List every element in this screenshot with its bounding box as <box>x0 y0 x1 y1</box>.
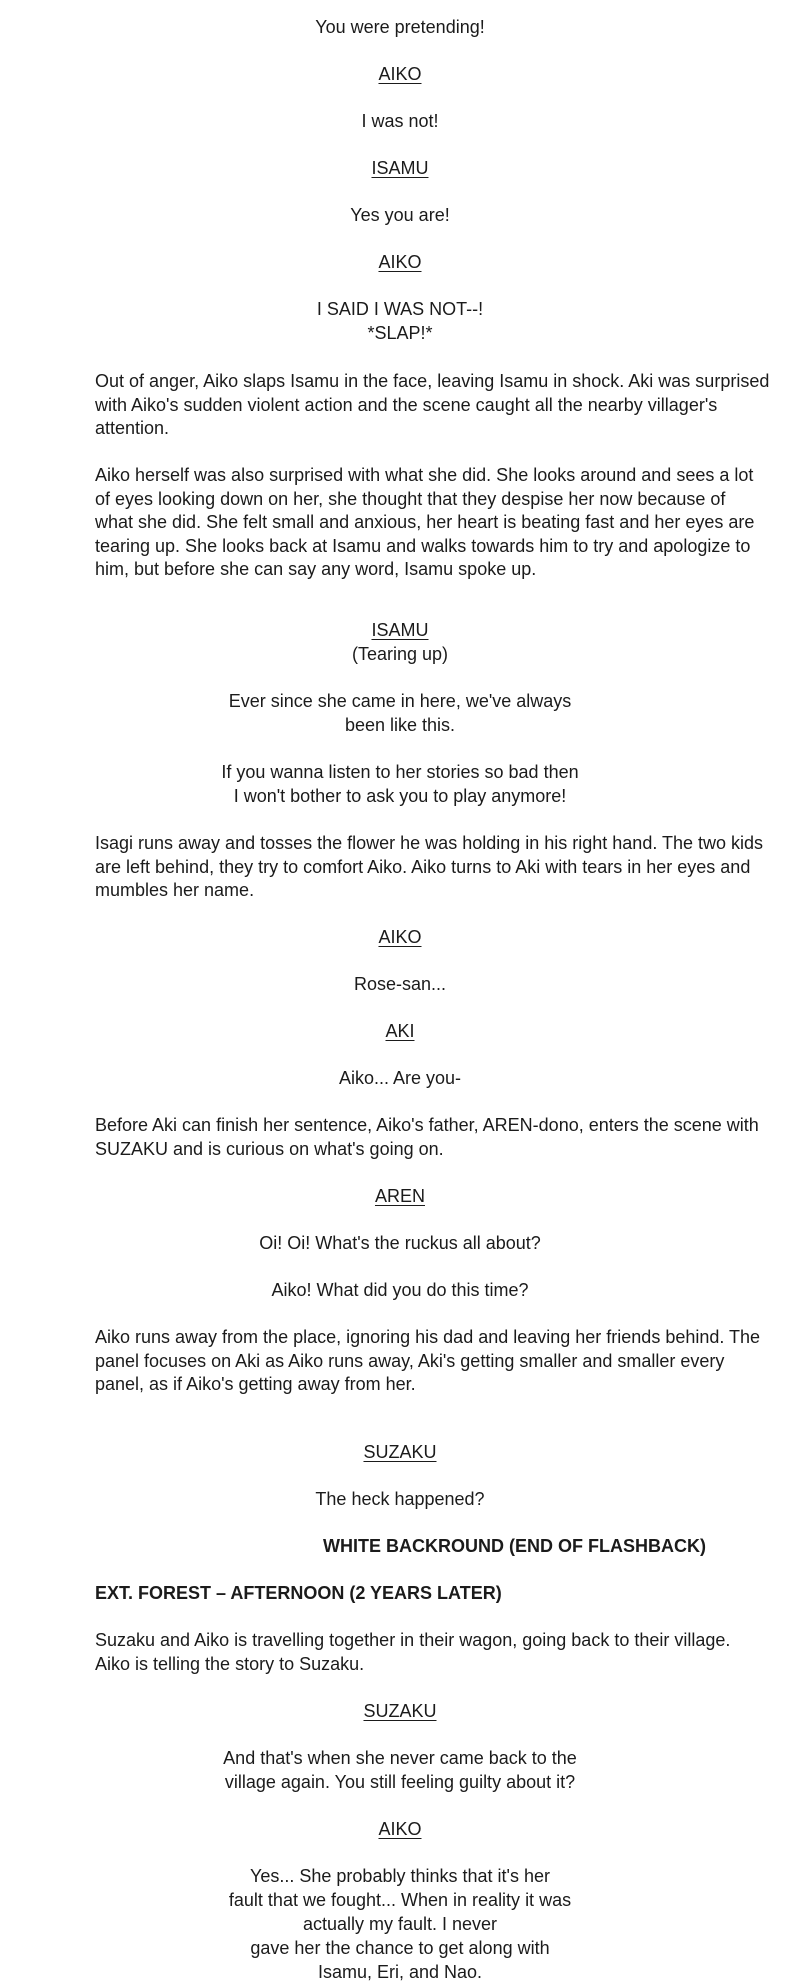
dialogue-line: Yes... She probably thinks that it's her <box>250 1866 550 1886</box>
dialogue-line: gave her the chance to get along with <box>250 1938 550 1958</box>
character-cue: ISAMU <box>371 158 429 178</box>
character-cue: AKI <box>385 1021 415 1041</box>
character-cue: AIKO <box>378 927 422 947</box>
dialogue-line: Oi! Oi! What's the ruckus all about? <box>259 1233 541 1253</box>
dialogue-line: *SLAP!* <box>367 323 433 343</box>
dialogue-line: Aiko! What did you do this time? <box>271 1280 529 1300</box>
dialogue-line: Yes you are! <box>350 205 450 225</box>
dialogue-line: been like this. <box>344 715 456 735</box>
scene-heading: EXT. FOREST – AFTERNOON (2 YEARS LATER) <box>95 1583 502 1603</box>
character-cue: AIKO <box>378 64 422 84</box>
action-paragraph: Before Aki can finish her sentence, Aiko's father, AREN-dono, enters the scene with SUZAKU and is curious on what's going on. <box>95 1115 759 1159</box>
transition: WHITE BACKROUND (END OF FLASHBACK) <box>323 1536 706 1556</box>
dialogue-line: Isamu, Eri, and Nao. <box>317 1962 483 1982</box>
dialogue-line: Ever since she came in here, we've always <box>228 691 572 711</box>
parenthetical: (Tearing up) <box>351 644 449 664</box>
dialogue-line: If you wanna listen to her stories so bad then <box>221 762 579 782</box>
action-paragraph: Aiko runs away from the place, ignoring his dad and leaving her friends behind. The panel focuses on Aki as Aiko runs away, Aki's getting smaller and smaller every panel, as if Aiko's getting away from her. <box>95 1327 761 1394</box>
character-cue: AIKO <box>378 1819 422 1839</box>
dialogue-line: I was not! <box>361 111 439 131</box>
dialogue-line: You were pretending! <box>315 17 485 37</box>
dialogue-line: The heck happened? <box>315 1489 485 1509</box>
dialogue-line: I won't bother to ask you to play anymore! <box>233 786 567 806</box>
dialogue-line: I SAID I WAS NOT--! <box>316 299 484 319</box>
character-cue: AIKO <box>378 252 422 272</box>
dialogue-line: Rose-san... <box>353 974 447 994</box>
action-paragraph: Aiko herself was also surprised with what she did. She looks around and sees a lot of eyes looking down on her, she thought that they despise her now because of what she did. She felt small and anxious, her heart is beating fast and her eyes are tearing up. She looks back at Isamu and walks towards him to try and apologize to him, but before she can say any word, Isamu spoke up. <box>95 465 755 579</box>
character-cue: AREN <box>374 1186 425 1206</box>
dialogue-line: And that's when she never came back to the <box>223 1748 577 1768</box>
dialogue-line: actually my fault. I never <box>302 1914 498 1934</box>
dialogue-line: Aiko... Are you- <box>338 1068 462 1088</box>
character-cue: SUZAKU <box>363 1442 437 1462</box>
action-paragraph: Suzaku and Aiko is travelling together in their wagon, going back to their village. Aiko is telling the story to Suzaku. <box>95 1630 731 1674</box>
action-paragraph: Out of anger, Aiko slaps Isamu in the face, leaving Isamu in shock. Aki was surprised with Aiko's sudden violent action and the scene caught all the nearby villager's attention. <box>95 371 770 438</box>
character-cue: ISAMU <box>371 620 429 640</box>
dialogue-line: fault that we fought... When in reality it was <box>228 1890 572 1910</box>
character-cue: SUZAKU <box>363 1701 437 1721</box>
action-paragraph: Isagi runs away and tosses the flower he was holding in his right hand. The two kids are left behind, they try to comfort Aiko. Aiko turns to Aki with tears in her eyes and mumbles her name. <box>95 833 764 900</box>
dialogue-line: village again. You still feeling guilty about it? <box>224 1772 576 1792</box>
